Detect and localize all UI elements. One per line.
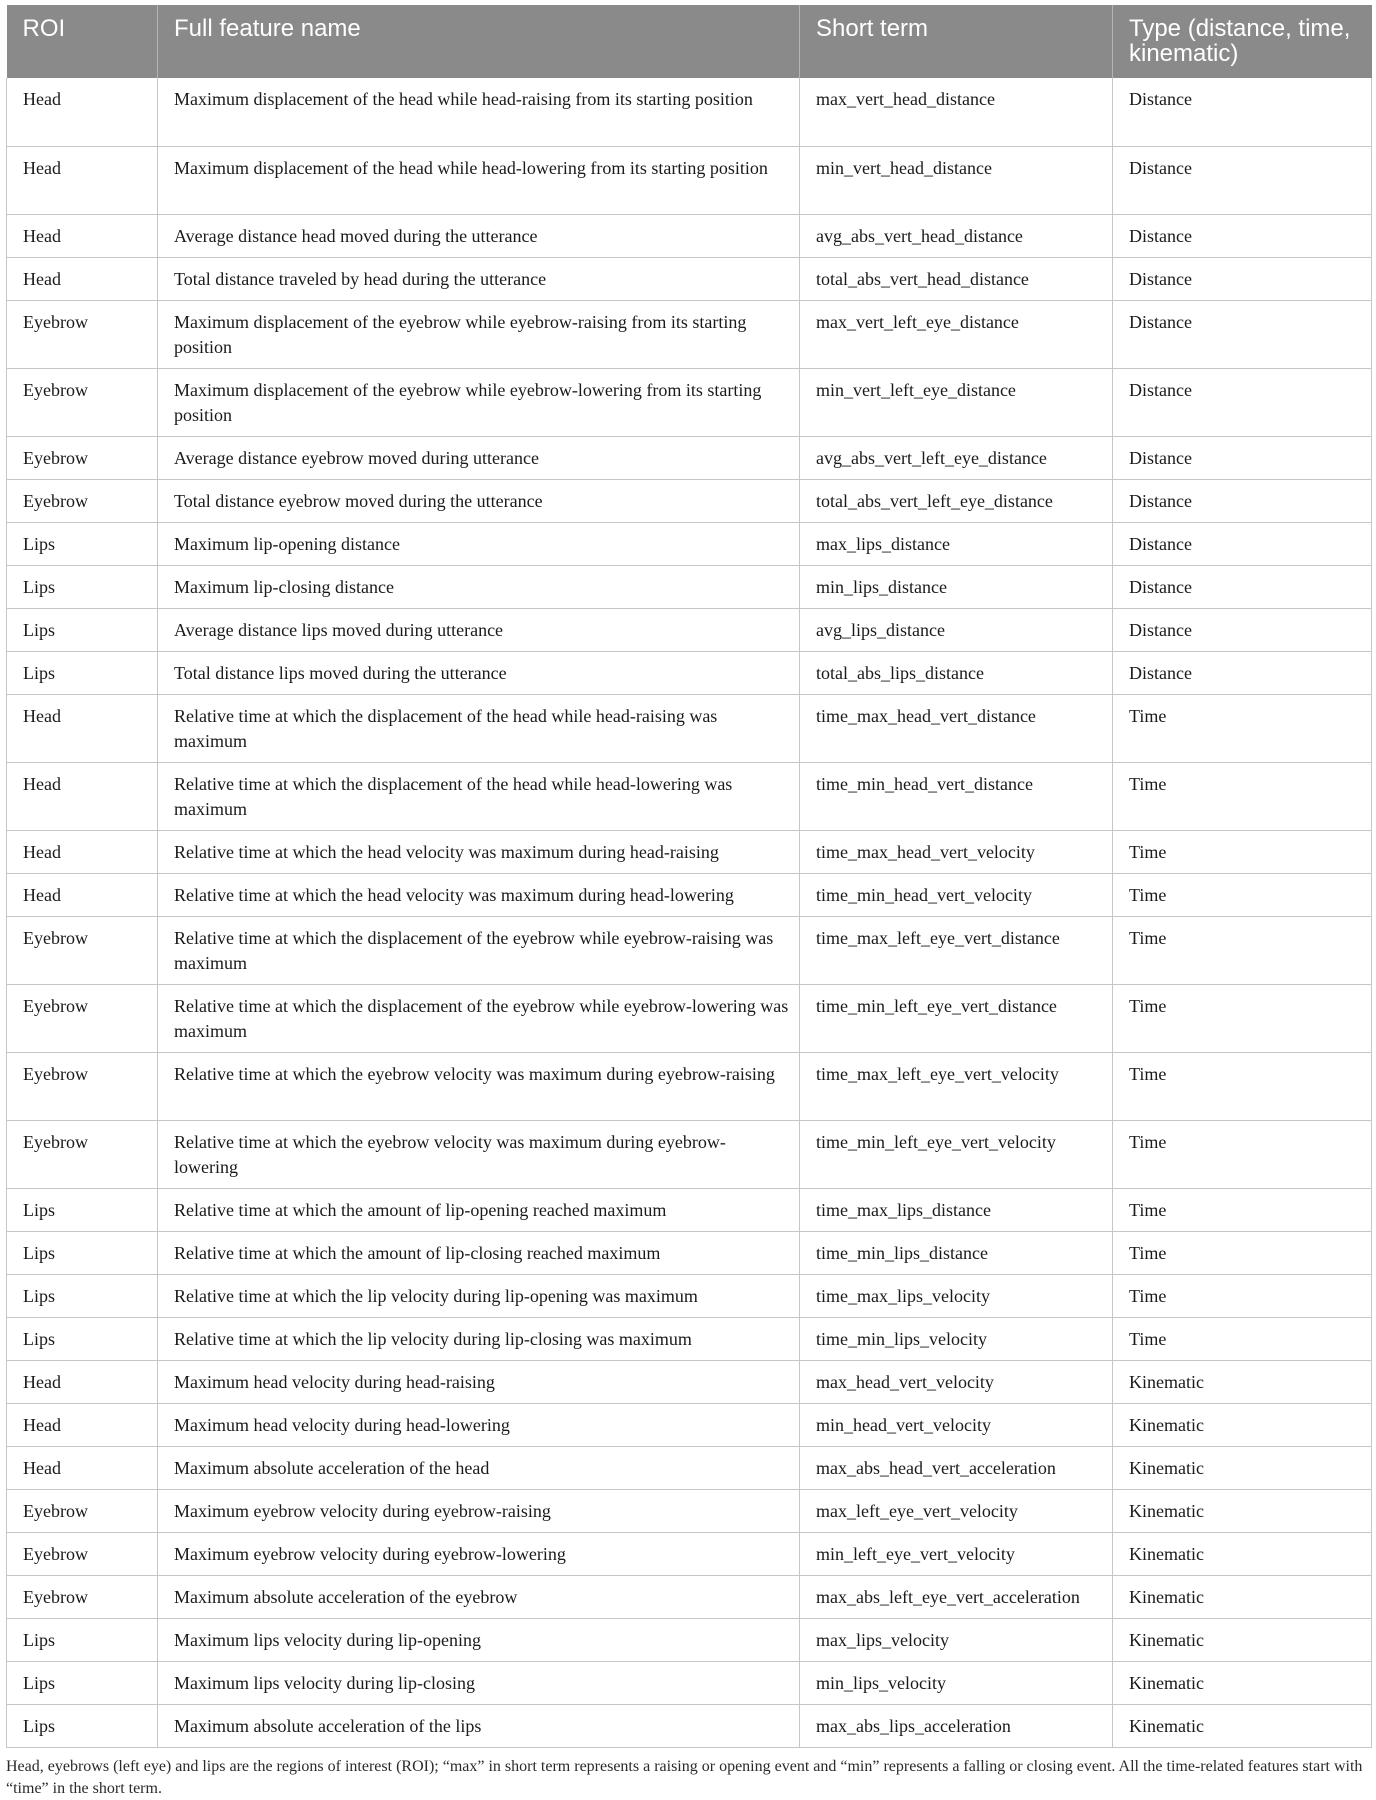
roi-cell: Lips — [7, 1274, 158, 1317]
table-row — [7, 214, 1372, 257]
table-row — [7, 146, 1372, 214]
feature-name-cell: Total distance eyebrow moved during the utterance — [158, 479, 800, 522]
short-term-cell: time_min_head_vert_distance — [800, 762, 1113, 830]
roi-cell: Lips — [7, 1317, 158, 1360]
table-row — [7, 522, 1372, 565]
table-row — [7, 984, 1372, 1052]
table-row — [7, 608, 1372, 651]
short-term-cell: time_min_left_eye_vert_velocity — [800, 1120, 1113, 1188]
feature-name-cell: Relative time at which the head velocity was maximum during head-lowering — [158, 873, 800, 916]
short-term-cell: min_lips_velocity — [800, 1661, 1113, 1704]
table-row — [7, 257, 1372, 300]
type-cell: Time — [1113, 830, 1372, 873]
roi-cell: Head — [7, 146, 158, 214]
short-term-cell: max_head_vert_velocity — [800, 1360, 1113, 1403]
feature-name-cell: Maximum displacement of the head while head-lowering from its starting position — [158, 146, 800, 214]
type-cell: Distance — [1113, 651, 1372, 694]
type-cell: Time — [1113, 916, 1372, 984]
short-term-cell: max_abs_lips_acceleration — [800, 1704, 1113, 1747]
short-term-cell: time_min_lips_distance — [800, 1231, 1113, 1274]
roi-cell: Eyebrow — [7, 984, 158, 1052]
feature-name-cell: Maximum lip-closing distance — [158, 565, 800, 608]
short-term-cell: time_max_head_vert_distance — [800, 694, 1113, 762]
table-row — [7, 436, 1372, 479]
type-cell: Time — [1113, 873, 1372, 916]
type-cell: Time — [1113, 1188, 1372, 1231]
feature-name-cell: Maximum displacement of the head while head-raising from its starting position — [158, 78, 800, 146]
type-cell: Time — [1113, 1052, 1372, 1120]
type-cell: Distance — [1113, 522, 1372, 565]
roi-cell: Lips — [7, 651, 158, 694]
table-row — [7, 830, 1372, 873]
feature-name-cell: Total distance traveled by head during the utterance — [158, 257, 800, 300]
feature-name-cell: Maximum eyebrow velocity during eyebrow-lowering — [158, 1532, 800, 1575]
type-cell: Time — [1113, 1317, 1372, 1360]
short-term-cell: max_abs_head_vert_acceleration — [800, 1446, 1113, 1489]
feature-name-cell: Relative time at which the lip velocity during lip-closing was maximum — [158, 1317, 800, 1360]
table-row — [7, 565, 1372, 608]
feature-name-cell: Maximum absolute acceleration of the eyebrow — [158, 1575, 800, 1618]
roi-cell: Head — [7, 1446, 158, 1489]
table-row — [7, 1403, 1372, 1446]
feature-name-cell: Relative time at which the displacement of the head while head-raising was maximum — [158, 694, 800, 762]
roi-cell: Eyebrow — [7, 479, 158, 522]
short-term-cell: time_max_left_eye_vert_velocity — [800, 1052, 1113, 1120]
feature-name-cell: Relative time at which the displacement of the eyebrow while eyebrow-lowering was maximum — [158, 984, 800, 1052]
feature-name-cell: Maximum lips velocity during lip-closing — [158, 1661, 800, 1704]
short-term-cell: min_vert_left_eye_distance — [800, 368, 1113, 436]
header-full-feature-name: Full feature name — [158, 5, 800, 78]
feature-name-cell: Maximum absolute acceleration of the lips — [158, 1704, 800, 1747]
feature-name-cell: Average distance lips moved during utterance — [158, 608, 800, 651]
type-cell: Kinematic — [1113, 1403, 1372, 1446]
short-term-cell: time_min_head_vert_velocity — [800, 873, 1113, 916]
feature-table-container — [6, 5, 1371, 1748]
short-term-cell: avg_lips_distance — [800, 608, 1113, 651]
type-cell: Kinematic — [1113, 1360, 1372, 1403]
roi-cell: Head — [7, 694, 158, 762]
roi-cell: Head — [7, 830, 158, 873]
feature-name-cell: Total distance lips moved during the utterance — [158, 651, 800, 694]
roi-cell: Eyebrow — [7, 368, 158, 436]
table-row — [7, 1360, 1372, 1403]
roi-cell: Eyebrow — [7, 1575, 158, 1618]
type-cell: Distance — [1113, 146, 1372, 214]
type-cell: Kinematic — [1113, 1532, 1372, 1575]
type-cell: Distance — [1113, 257, 1372, 300]
short-term-cell: max_left_eye_vert_velocity — [800, 1489, 1113, 1532]
feature-name-cell: Maximum lip-opening distance — [158, 522, 800, 565]
feature-name-cell: Relative time at which the eyebrow velocity was maximum during eyebrow-raising — [158, 1052, 800, 1120]
short-term-cell: time_max_lips_velocity — [800, 1274, 1113, 1317]
table-row — [7, 694, 1372, 762]
table-row — [7, 651, 1372, 694]
short-term-cell: max_abs_left_eye_vert_acceleration — [800, 1575, 1113, 1618]
short-term-cell: min_head_vert_velocity — [800, 1403, 1113, 1446]
roi-cell: Head — [7, 78, 158, 146]
feature-name-cell: Maximum lips velocity during lip-opening — [158, 1618, 800, 1661]
roi-cell: Head — [7, 257, 158, 300]
table-row — [7, 762, 1372, 830]
feature-name-cell: Average distance head moved during the utterance — [158, 214, 800, 257]
roi-cell: Lips — [7, 608, 158, 651]
roi-cell: Lips — [7, 1231, 158, 1274]
roi-cell: Lips — [7, 1661, 158, 1704]
feature-name-cell: Relative time at which the amount of lip-opening reached maximum — [158, 1188, 800, 1231]
feature-name-cell: Relative time at which the eyebrow velocity was maximum during eyebrow-lowering — [158, 1120, 800, 1188]
short-term-cell: min_lips_distance — [800, 565, 1113, 608]
feature-name-cell: Maximum displacement of the eyebrow while eyebrow-raising from its starting position — [158, 300, 800, 368]
feature-name-cell: Maximum absolute acceleration of the head — [158, 1446, 800, 1489]
table-row — [7, 1188, 1372, 1231]
type-cell: Time — [1113, 984, 1372, 1052]
table-row — [7, 1446, 1372, 1489]
roi-cell: Head — [7, 214, 158, 257]
feature-name-cell: Relative time at which the displacement of the eyebrow while eyebrow-raising was maximum — [158, 916, 800, 984]
roi-cell: Eyebrow — [7, 300, 158, 368]
short-term-cell: max_lips_distance — [800, 522, 1113, 565]
table-row — [7, 1231, 1372, 1274]
roi-cell: Eyebrow — [7, 916, 158, 984]
type-cell: Distance — [1113, 300, 1372, 368]
type-cell: Time — [1113, 1231, 1372, 1274]
short-term-cell: max_vert_head_distance — [800, 78, 1113, 146]
feature-name-cell: Maximum head velocity during head-lowering — [158, 1403, 800, 1446]
feature-name-cell: Maximum head velocity during head-raising — [158, 1360, 800, 1403]
type-cell: Time — [1113, 694, 1372, 762]
short-term-cell: total_abs_vert_head_distance — [800, 257, 1113, 300]
table-header — [7, 5, 1372, 78]
feature-name-cell: Relative time at which the displacement of the head while head-lowering was maximum — [158, 762, 800, 830]
roi-cell: Lips — [7, 1704, 158, 1747]
short-term-cell: time_max_head_vert_velocity — [800, 830, 1113, 873]
type-cell: Distance — [1113, 78, 1372, 146]
table-row — [7, 300, 1372, 368]
short-term-cell: min_left_eye_vert_velocity — [800, 1532, 1113, 1575]
type-cell: Distance — [1113, 608, 1372, 651]
type-cell: Distance — [1113, 368, 1372, 436]
table-body — [7, 78, 1372, 1747]
type-cell: Distance — [1113, 436, 1372, 479]
roi-cell: Head — [7, 1403, 158, 1446]
table-row — [7, 1489, 1372, 1532]
short-term-cell: time_min_left_eye_vert_distance — [800, 984, 1113, 1052]
roi-cell: Lips — [7, 1618, 158, 1661]
roi-cell: Head — [7, 873, 158, 916]
table-row — [7, 368, 1372, 436]
type-cell: Kinematic — [1113, 1575, 1372, 1618]
header-type: Type (distance, time, kinematic) — [1113, 5, 1372, 78]
table-header-row — [7, 5, 1372, 78]
table-row — [7, 1618, 1372, 1661]
type-cell: Distance — [1113, 479, 1372, 522]
table-row — [7, 1661, 1372, 1704]
feature-name-cell: Maximum displacement of the eyebrow while eyebrow-lowering from its starting position — [158, 368, 800, 436]
table-row — [7, 479, 1372, 522]
feature-name-cell: Relative time at which the lip velocity during lip-opening was maximum — [158, 1274, 800, 1317]
table-row — [7, 78, 1372, 146]
table-row — [7, 1532, 1372, 1575]
type-cell: Time — [1113, 762, 1372, 830]
feature-name-cell: Relative time at which the amount of lip-closing reached maximum — [158, 1231, 800, 1274]
roi-cell: Head — [7, 1360, 158, 1403]
roi-cell: Eyebrow — [7, 1489, 158, 1532]
short-term-cell: time_max_left_eye_vert_distance — [800, 916, 1113, 984]
type-cell: Kinematic — [1113, 1618, 1372, 1661]
table-row — [7, 1704, 1372, 1747]
table-row — [7, 1317, 1372, 1360]
table-row — [7, 1052, 1372, 1120]
table-row — [7, 1575, 1372, 1618]
short-term-cell: time_max_lips_distance — [800, 1188, 1113, 1231]
table-row — [7, 1120, 1372, 1188]
type-cell: Time — [1113, 1120, 1372, 1188]
type-cell: Time — [1113, 1274, 1372, 1317]
feature-table — [6, 5, 1372, 1748]
short-term-cell: total_abs_vert_left_eye_distance — [800, 479, 1113, 522]
short-term-cell: max_vert_left_eye_distance — [800, 300, 1113, 368]
type-cell: Kinematic — [1113, 1704, 1372, 1747]
type-cell: Distance — [1113, 565, 1372, 608]
type-cell: Kinematic — [1113, 1446, 1372, 1489]
feature-name-cell: Relative time at which the head velocity was maximum during head-raising — [158, 830, 800, 873]
short-term-cell: avg_abs_vert_left_eye_distance — [800, 436, 1113, 479]
short-term-cell: avg_abs_vert_head_distance — [800, 214, 1113, 257]
feature-name-cell: Maximum eyebrow velocity during eyebrow-raising — [158, 1489, 800, 1532]
header-short-term: Short term — [800, 5, 1113, 78]
table-row — [7, 916, 1372, 984]
roi-cell: Lips — [7, 522, 158, 565]
short-term-cell: min_vert_head_distance — [800, 146, 1113, 214]
roi-cell: Eyebrow — [7, 1052, 158, 1120]
roi-cell: Lips — [7, 565, 158, 608]
roi-cell: Eyebrow — [7, 1532, 158, 1575]
table-footnote: Head, eyebrows (left eye) and lips are the regions of interest (ROI); “max” in short term represents a raising or opening event and “min” represents a falling or closing event. All the time-related features start with “time” in the short term. — [6, 1758, 1363, 1797]
feature-name-cell: Average distance eyebrow moved during utterance — [158, 436, 800, 479]
roi-cell: Head — [7, 762, 158, 830]
short-term-cell: total_abs_lips_distance — [800, 651, 1113, 694]
table-row — [7, 873, 1372, 916]
header-roi: ROI — [7, 5, 158, 78]
type-cell: Kinematic — [1113, 1661, 1372, 1704]
roi-cell: Eyebrow — [7, 436, 158, 479]
short-term-cell: max_lips_velocity — [800, 1618, 1113, 1661]
short-term-cell: time_min_lips_velocity — [800, 1317, 1113, 1360]
roi-cell: Lips — [7, 1188, 158, 1231]
table-row — [7, 1274, 1372, 1317]
roi-cell: Eyebrow — [7, 1120, 158, 1188]
type-cell: Kinematic — [1113, 1489, 1372, 1532]
type-cell: Distance — [1113, 214, 1372, 257]
